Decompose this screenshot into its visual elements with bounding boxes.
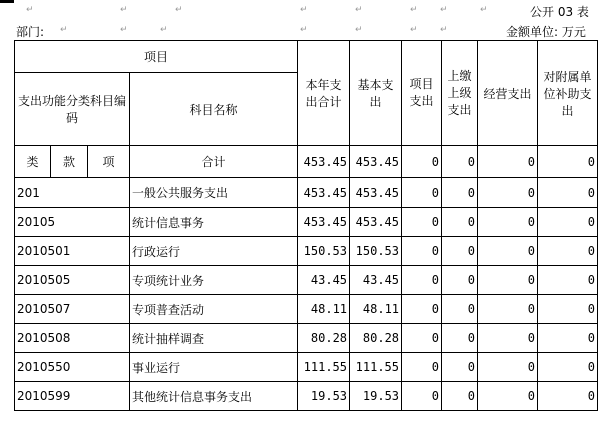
header-subject-name: 科目名称 xyxy=(130,73,298,146)
row-project: 0 xyxy=(402,382,442,411)
row-code: 2010501 xyxy=(15,237,130,266)
row-code: 201 xyxy=(15,178,130,208)
header-business-label: 经营支出 xyxy=(483,86,532,101)
paragraph-mark: ↵ xyxy=(410,25,418,35)
row-total: 48.11 xyxy=(298,295,350,324)
row-business: 0 xyxy=(478,382,538,411)
table-row xyxy=(15,237,598,266)
row-subsidy: 0 xyxy=(538,266,598,295)
row-name: 行政运行 xyxy=(130,237,298,266)
paragraph-mark: ↵ xyxy=(120,25,128,35)
row-project: 0 xyxy=(402,324,442,353)
row-code: 2010505 xyxy=(15,266,130,295)
amount-unit: 金额单位: 万元 xyxy=(506,25,586,39)
sub-xiang: 项 xyxy=(88,146,130,178)
row-total: 80.28 xyxy=(298,324,350,353)
row-total: 19.53 xyxy=(298,382,350,411)
row-basic: 111.55 xyxy=(350,353,402,382)
header-func-code: 支出功能分类科目编码 xyxy=(15,73,130,146)
table-row xyxy=(15,324,598,353)
row-subsidy: 0 xyxy=(538,295,598,324)
table-row xyxy=(15,178,598,208)
row-subsidy: 0 xyxy=(538,208,598,237)
row-business: 0 xyxy=(478,178,538,208)
row-upper: 0 xyxy=(442,178,478,208)
header-upper-label: 上缴上级支出 xyxy=(447,68,472,117)
row-code: 2010550 xyxy=(15,353,130,382)
paragraph-mark: ↵ xyxy=(120,5,128,15)
paragraph-mark: ↵ xyxy=(410,5,418,15)
row-business: 0 xyxy=(478,266,538,295)
paragraph-mark: ↵ xyxy=(300,25,308,35)
header-basic xyxy=(350,41,402,146)
table-row xyxy=(15,295,598,324)
header-basic-label: 基本支出 xyxy=(357,78,394,109)
row-basic: 453.45 xyxy=(350,178,402,208)
table-row xyxy=(15,266,598,295)
row-subsidy: 0 xyxy=(538,237,598,266)
row-project: 0 xyxy=(402,266,442,295)
header-business xyxy=(478,41,538,146)
paragraph-mark: ↵ xyxy=(480,5,488,15)
row-code: 2010508 xyxy=(15,324,130,353)
row-code: 20105 xyxy=(15,208,130,237)
row-total: 453.45 xyxy=(298,146,350,178)
row-project: 0 xyxy=(402,178,442,208)
header-project: 项目 xyxy=(15,41,298,73)
row-basic: 19.53 xyxy=(350,382,402,411)
row-subsidy: 0 xyxy=(538,146,598,178)
row-project: 0 xyxy=(402,208,442,237)
paragraph-mark: ↵ xyxy=(440,5,448,15)
row-code: 2010599 xyxy=(15,382,130,411)
row-upper: 0 xyxy=(442,146,478,178)
row-name: 专项统计业务 xyxy=(130,266,298,295)
row-name: 合计 xyxy=(130,146,298,178)
sub-lei: 类 xyxy=(15,146,51,178)
row-basic: 80.28 xyxy=(350,324,402,353)
row-total: 150.53 xyxy=(298,237,350,266)
row-upper: 0 xyxy=(442,382,478,411)
header-subsidy-label: 对附属单位补助支出 xyxy=(543,69,592,118)
row-upper: 0 xyxy=(442,295,478,324)
row-basic: 43.45 xyxy=(350,266,402,295)
paragraph-mark: ↵ xyxy=(160,25,168,35)
row-project: 0 xyxy=(402,295,442,324)
row-project: 0 xyxy=(402,353,442,382)
row-upper: 0 xyxy=(442,237,478,266)
paragraph-mark: ↵ xyxy=(440,25,448,35)
paragraph-mark: ↵ xyxy=(175,5,183,15)
row-name: 其他统计信息事务支出 xyxy=(130,382,298,411)
row-total: 43.45 xyxy=(298,266,350,295)
row-name: 专项普查活动 xyxy=(130,295,298,324)
row-subsidy: 0 xyxy=(538,353,598,382)
row-basic: 453.45 xyxy=(350,146,402,178)
header-upper xyxy=(442,41,478,146)
row-business: 0 xyxy=(478,324,538,353)
header-project-exp-label: 项目支出 xyxy=(409,77,434,108)
row-subsidy: 0 xyxy=(538,178,598,208)
row-total: 453.45 xyxy=(298,178,350,208)
row-upper: 0 xyxy=(442,208,478,237)
row-basic: 48.11 xyxy=(350,295,402,324)
row-subsidy: 0 xyxy=(538,382,598,411)
row-name: 统计抽样调查 xyxy=(130,324,298,353)
row-project: 0 xyxy=(402,237,442,266)
header-total-label: 本年支出合计 xyxy=(305,78,342,109)
row-name: 事业运行 xyxy=(130,353,298,382)
row-business: 0 xyxy=(478,208,538,237)
row-business: 0 xyxy=(478,353,538,382)
row-business: 0 xyxy=(478,295,538,324)
paragraph-mark: ↵ xyxy=(355,25,363,35)
table-row xyxy=(15,353,598,382)
table-row xyxy=(15,382,598,411)
expenditure-table xyxy=(14,40,598,411)
row-name: 一般公共服务支出 xyxy=(130,178,298,208)
row-upper: 0 xyxy=(442,266,478,295)
paragraph-mark: ↵ xyxy=(60,25,68,35)
row-name: 统计信息事务 xyxy=(130,208,298,237)
row-subsidy: 0 xyxy=(538,324,598,353)
row-total: 111.55 xyxy=(298,353,350,382)
row-basic: 150.53 xyxy=(350,237,402,266)
row-code: 2010507 xyxy=(15,295,130,324)
header-row-1 xyxy=(15,41,598,73)
row-basic: 453.45 xyxy=(350,208,402,237)
row-business: 0 xyxy=(478,146,538,178)
paragraph-mark: ↵ xyxy=(300,5,308,15)
paragraph-mark: ↵ xyxy=(355,5,363,15)
header-subsidy xyxy=(538,41,598,146)
row-upper: 0 xyxy=(442,324,478,353)
table-row xyxy=(15,208,598,237)
report-code: 公开 03 表 xyxy=(530,5,589,19)
header-project-exp xyxy=(402,41,442,146)
row-project: 0 xyxy=(402,146,442,178)
paragraph-mark: ↵ xyxy=(26,5,34,15)
info-line xyxy=(0,20,600,40)
sub-kuan: 款 xyxy=(51,146,88,178)
header-total xyxy=(298,41,350,146)
header-row-3 xyxy=(15,146,598,178)
top-line xyxy=(0,0,600,20)
row-total: 453.45 xyxy=(298,208,350,237)
department-label: 部门: xyxy=(16,25,45,39)
row-business: 0 xyxy=(478,237,538,266)
row-upper: 0 xyxy=(442,353,478,382)
